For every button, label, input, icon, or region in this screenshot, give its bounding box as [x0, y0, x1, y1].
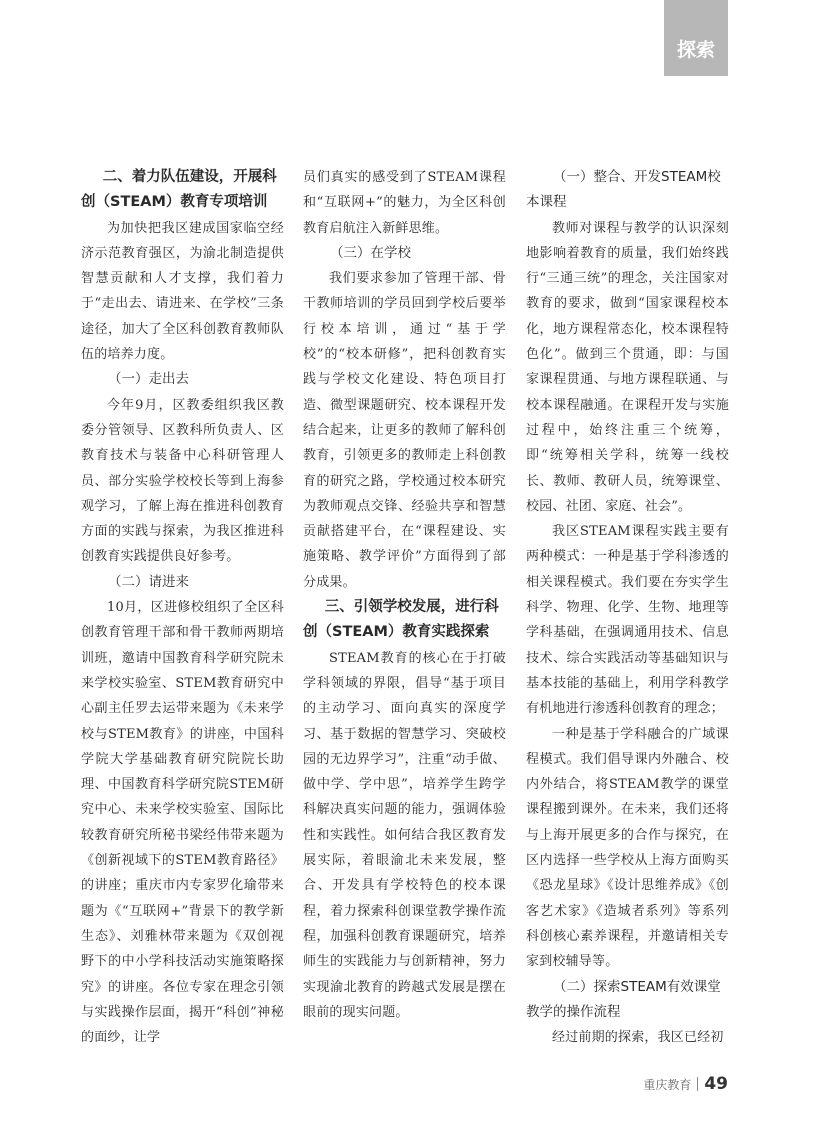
section-tab-label: 探索: [676, 38, 715, 61]
section-tab: [664, 0, 728, 76]
page-number: 49: [704, 1074, 728, 1094]
column-3: [526, 165, 729, 1050]
page-footer: [643, 1074, 728, 1094]
subsection-heading: （二）探索STEAM有效课堂教学的操作流程: [526, 978, 721, 1020]
paragraph: STEAM教育的核心在于打破学科领域的界限，倡导“基于项目的主动学习、面向真实的深度学习、基于数据的智慧学习、突破校园的无边界学习”，注重“动手做、做中学、学中思”，培养学生跨学科解决真实问题的能力，强调体验性和实践性。如何结合我区教育发展实际，着眼渝北未来发展，整合、开发具有学校特色的校本课程，着力探索科创课堂教学操作流程，加强科创教育课题研究，培养师生的实践能力与创新精神，努力实现渝北教育的跨越式发展是摆在眼前的现实问题。: [303, 650, 506, 1020]
subsection-heading: （三）在学校: [330, 244, 411, 261]
section-heading: 二、着力队伍建设，开展科创（STEAM）教育专项培训: [81, 169, 277, 211]
footer-divider: [697, 1077, 698, 1091]
paragraph: 为加快把我区建成国家临空经济示范教育强区，为渝北制造提供智慧贡献和人才支撑，我们着力于“走出去、请进来、在学校”三条途径，加大了全区科创教育教师队伍的培养力度。: [81, 220, 284, 363]
paragraph: 教师对课程与教学的认识深刻地影响着教育的质量，我们始终践行“三通三统”的理念，关注国家对教育的要求，做到“国家课程校本化，地方课程常态化，校本课程特色化”。做到三个贯通，即：与国家课程贯通、与地方课程联通、与校本课程融通。在课程开发与实施过程中，始终注重三个统筹，即“统筹相关学科，统筹一线校长、教师、教研人员，统筹课堂、校园、社团、家庭、社会”。: [526, 220, 729, 514]
paragraph: 经过前期的探索，我区已经初: [552, 1030, 724, 1046]
subsection-heading: （一）整合、开发STEAM校本课程: [526, 169, 721, 211]
paragraph: 一种是基于学科融合的广域课程模式。我们倡导课内外融合、校内外结合，将STEAM教学的课堂课程搬到课外。在未来，我们还将与上海开展更多的合作与探究，在区内选择一些学校从上海方面购买《恐龙星球》《设计思维养成》《创客艺术家》《造城者系列》等系列科创核心素养课程，并邀请相关专家到校辅导等。: [526, 726, 729, 970]
paragraph: 员们真实的感受到了STEAM课程和“互联网+”的魅力，为全区科创教育启航注入新鲜思维。: [303, 170, 506, 236]
paragraph: 我区STEAM课程实践主要有两种模式：一种是基于学科渗透的相关课程模式。我们要在夯实学生科学、物理、化学、生物、地理等学科基础，在强调通用技术、信息技术、综合实践活动等基础知识与基本技能的基础上，利用学科教学有机地进行渗透科创教育的理念；: [526, 524, 729, 717]
magazine-name: 重庆教育: [643, 1077, 692, 1092]
paragraph: 10月，区进修校组织了全区科创教育管理干部和骨干教师两期培训班，邀请中国教育科学研究院未来学校实验室、STEM教育研究中心副主任罗去运带来题为《未来学校与STEM教育》的讲座，中国科学院大学基础教育研究院院长助理、中国教育科学研究院STEM研究中心、未来学校实验室、国际比较教育研究所秘书梁经伟带来题为《创新视域下的STEM教育路径》的讲座；重庆市内专家罗化瑜带来题为《“互联网+”背景下的教学新生态》、刘雅林带来题为《双创视野下的中小学科技活动实施策略探究》的讲座。各位专家在理念引领与实践操作层面，揭开“科创”神秘的面纱，让学: [81, 600, 284, 1046]
subsection-heading: （一）走出去: [108, 371, 189, 388]
paragraph: 我们要求参加了管理干部、骨干教师培训的学员回到学校后要举行校本培训，通过“基于学校”的“校本研修”，把科创教育实践与学校文化建设、特色项目打造、微型课题研究、校本课程开发结合起来，让更多的教师了解科创教育，引领更多的教师走上科创教育的研究之路，学校通过校本研究为教师观点交锋、经验共享和智慧贡献搭建平台，在“课程建设、实施策略、教学评价”方面得到了部分成果。: [303, 271, 506, 590]
subsection-heading: （二）请进来: [108, 573, 189, 590]
column-2: [303, 165, 506, 1025]
paragraph: 今年9月，区教委组织我区教委分管领导、区教科所负责人、区教育技术与装备中心科研管理人员、部分实验学校校长等到上海参观学习，了解上海在推进科创教育方面的实践与探索，为我区推进科创教育实践提供良好参考。: [81, 397, 284, 565]
section-heading: 三、引领学校发展，进行科创（STEAM）教育实践探索: [303, 599, 499, 641]
column-1: [81, 165, 284, 1050]
